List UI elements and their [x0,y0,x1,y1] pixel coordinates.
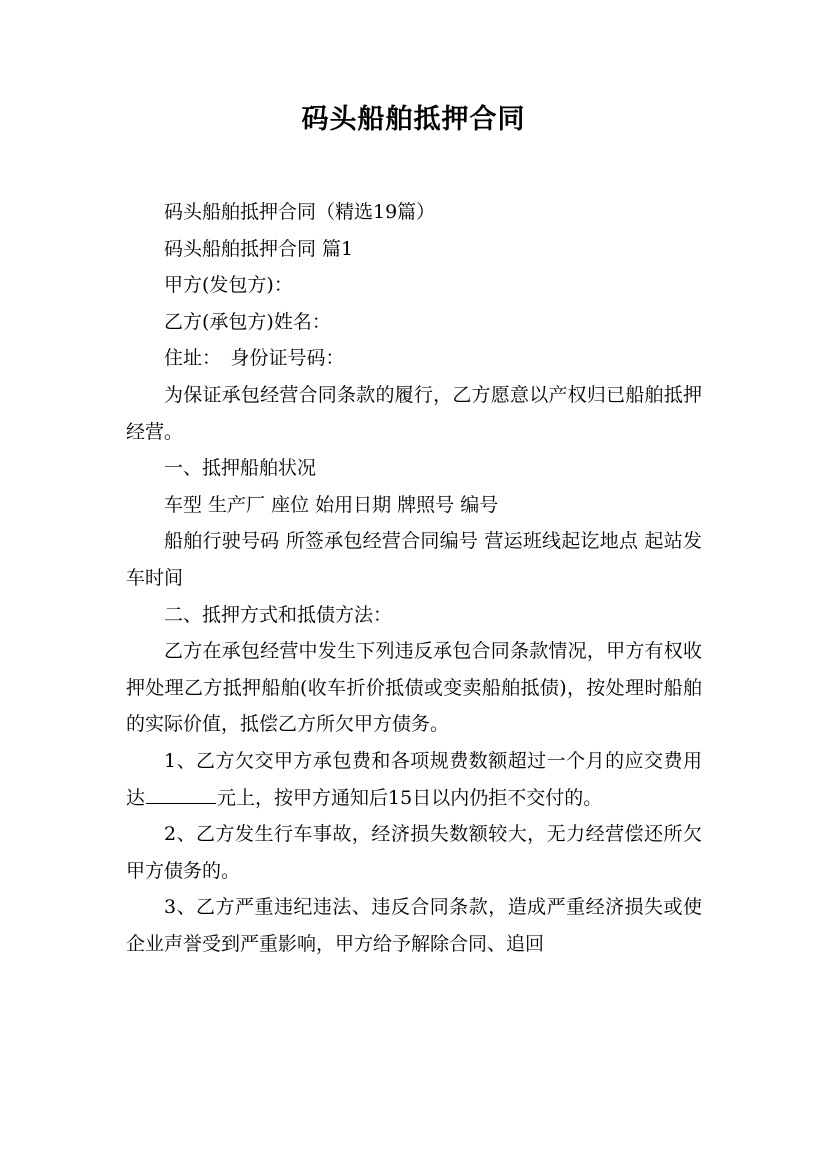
document-title: 码头船舶抵押合同 [301,104,526,135]
paragraph-item-3: 3、乙方严重违纪违法、违反合同条款，造成严重经济损失或使企业声誉受到严重影响，甲方给予解除合同、追回 [126,896,702,955]
item-1-text-before: 1、乙方欠交甲方承包费和各项规费数额超过一个月的应交费用达 [126,749,702,809]
paragraph-party-b: 乙方(承包方)姓名： [164,310,331,333]
paragraph-address: 住址： 身份证号码： [164,347,345,370]
paragraph-purpose: 为保证承包经营合同条款的履行，乙方愿意以产权归已船舶抵押经营。 [126,383,702,443]
paragraph-section-heading: 码头船舶抵押合同 篇1 [164,237,354,260]
paragraph-subtitle: 码头船舶抵押合同（精选19篇） [164,201,436,223]
fill-in-blank [146,784,216,804]
paragraph-party-a: 甲方(发包方)： [164,274,293,297]
paragraph-clause-1-heading: 一、抵押船舶状况 [164,457,317,480]
document-body [126,194,702,962]
paragraph-clause-2-body: 乙方在承包经营中发生下列违反承包合同条款情况，甲方有权收押处理乙方抵押船舶(收车折价抵债或变卖船舶抵债)，按处理时船舶的实际价值，抵偿乙方所欠甲方债务。 [126,640,702,736]
item-1-text-after: 元上，按甲方通知后15日以内仍拒不交付的。 [217,786,603,809]
paragraph-item-1 [126,743,702,816]
paragraph-ship-fields: 船舶行驶号码 所签承包经营合同编号 营运班线起讫地点 起站发车时间 [126,530,702,589]
paragraph-clause-2-heading: 二、抵押方式和抵债方法： [164,603,393,626]
paragraph-item-2: 2、乙方发生行车事故，经济损失数额较大，无力经营偿还所欠甲方债务的。 [126,823,702,882]
paragraph-vehicle-fields: 车型 生产厂 座位 始用日期 牌照号 编号 [164,493,499,516]
